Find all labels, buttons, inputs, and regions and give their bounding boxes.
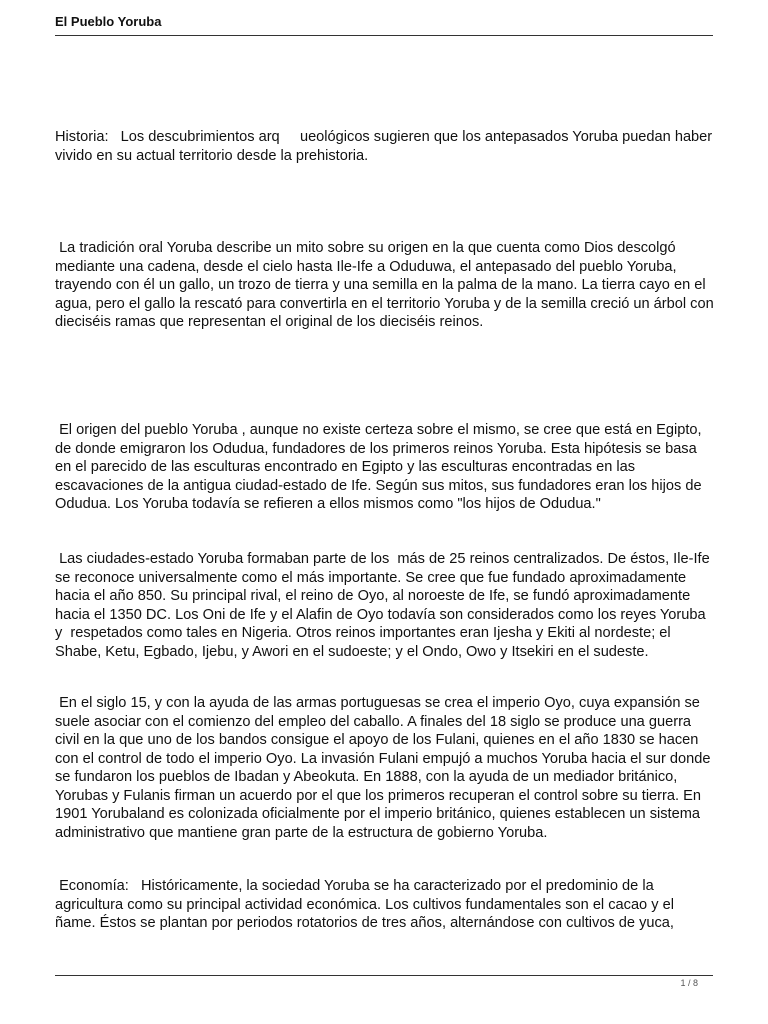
- page-number: 1 / 8: [680, 978, 698, 988]
- paragraph-ciudades-estado: Las ciudades-estado Yoruba formaban parte de los más de 25 reinos centralizados. De éstos, Ile-Ife se reconoce universalmente como el más importante. Se cree que fue fundado aproximadamente hacia el año 850. Su principal rival, el reino de Oyo, al noroeste de Ife, se fundó aproximadamente hacia el 1350 DC. Los Oni de Ife y el Alafin de Oyo todavía son considerados como los reyes Yoruba y respetados como tales en Nigeria. Otros reinos importantes eran Ijesha y Ekiti al nordeste; el Shabe, Ketu, Egbado, Ijebu, y Awori en el sudoeste; y el Ondo, Owo y Itsekiri en el sudeste.: [55, 551, 714, 660]
- paragraph-economia: Economía: Históricamente, la sociedad Yoruba se ha caracterizado por el predominio de la agricultura como su principal actividad económica. Los cultivos fundamentales son el cacao y el ñame. Éstos se plantan por periodos rotatorios de tres años, alternándose con cultivos de yuca,: [55, 878, 678, 931]
- header-divider: [55, 35, 713, 36]
- paragraph-origen: El origen del pueblo Yoruba , aunque no existe certeza sobre el mismo, se cree que está en Egipto, de donde emigraron los Odudua, fundadores de los primeros reinos Yoruba. Esta hipótesis se basa en el parecido de las esculturas encontrado en Egipto y las esculturas encontradas en las escavaciones de la antigua ciudad-estado de Ife. Según sus mitos, sus fundadores eran los hijos de Odudua. Los Yoruba todavía se refieren a ellos mismos como "los hijos de Odudua.": [55, 422, 706, 512]
- paragraph-siglo-15: En el siglo 15, y con la ayuda de las armas portuguesas se crea el imperio Oyo, cuya expansión se suele asociar con el comienzo del empleo del caballo. A finales del 18 siglo se produce una guerra civil en la que uno de los bandos consigue el apoyo de los Fulani, quienes en el año 1830 se hacen con el control de todo el imperio Oyo. La invasión Fulani empujó a muchos Yoruba hacia el sur donde se fundaron los pueblos de Ibadan y Abeokuta. En 1888, con la ayuda de un mediador británico, Yorubas y Fulanis firman un acuerdo por el que los primeros recuperan el control sobre su tierra. En 1901 Yorubaland es colonizada oficialmente por el imperio británico, quienes establecen un sistema administrativo que mantiene gran parte de la estructura de gobierno Yoruba.: [55, 695, 715, 841]
- paragraph-historia: Historia: Los descubrimientos arq ueológicos sugieren que los antepasados Yoruba puedan haber vivido en su actual territorio desde la prehistoria.: [55, 129, 717, 164]
- page-header-title: El Pueblo Yoruba: [55, 14, 162, 29]
- footer-divider: [55, 975, 713, 976]
- paragraph-tradicion-oral: La tradición oral Yoruba describe un mito sobre su origen en la que cuenta como Dios descolgó mediante una cadena, desde el cielo hasta Ile-Ife a Oduduwa, el antepasado del pueblo Yoruba, trayendo con él un gallo, un trozo de tierra y una semilla en la palma de la mano. La tierra cayo en el agua, pero el gallo la rescató para convertirla en el territorio Yoruba y de la semilla creció un árbol con dieciséis ramas que representan el original de los dieciséis reinos.: [55, 240, 718, 330]
